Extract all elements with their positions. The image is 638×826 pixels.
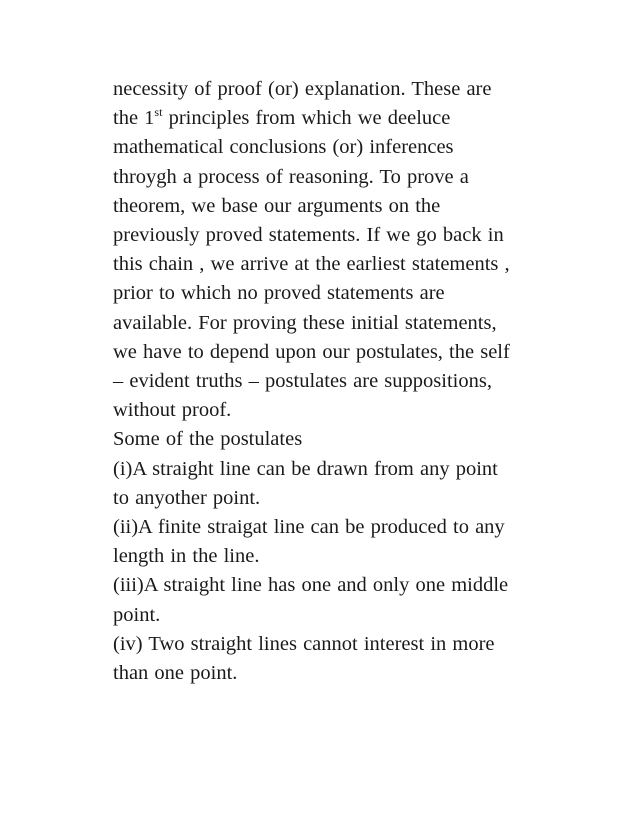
postulate-4-line-1: (iv) Two straight lines cannot interest in more (113, 632, 495, 655)
ordinal-superscript: st (154, 105, 163, 120)
postulate-1-line-1: (i)A straight line can be drawn from any point (113, 457, 498, 480)
text-line-2 (113, 104, 583, 133)
text-line-2-rest: principles from which we deeluce (168, 107, 451, 130)
text-line-11: – evident truths – postulates are suppositions, (113, 370, 492, 393)
text-line-12: without proof. (113, 399, 232, 422)
text-line-6: previously proved statements. If we go back in (113, 224, 504, 247)
text-line-5: theorem, we base our arguments on the (113, 194, 441, 217)
text-line-4: throygh a process of reasoning. To prove a (113, 165, 469, 188)
text-line-8: prior to which no proved statements are (113, 282, 445, 305)
postulate-3-line-2: point. (113, 603, 161, 626)
text-line-3: mathematical conclusions (or) inferences (113, 136, 454, 159)
postulate-4-line-2: than one point. (113, 662, 238, 685)
postulate-3-line-1: (iii)A straight line has one and only one middle (113, 574, 509, 597)
text-line-7: this chain , we arrive at the earliest statements , (113, 253, 510, 276)
postulate-2-line-1: (ii)A finite straigat line can be produced to any (113, 516, 505, 539)
text-line-9: available. For proving these initial statements, (113, 311, 497, 334)
postulates-heading: Some of the postulates (113, 428, 303, 451)
postulate-1-line-2: to anyother point. (113, 486, 261, 509)
text-line-10: we have to depend upon our postulates, the self (113, 340, 510, 363)
text-line-2-prefix: the 1 (113, 107, 155, 130)
body-text (113, 75, 583, 688)
text-line-1: necessity of proof (or) explanation. These are (113, 78, 492, 100)
postulate-2-line-2: length in the line. (113, 545, 260, 568)
